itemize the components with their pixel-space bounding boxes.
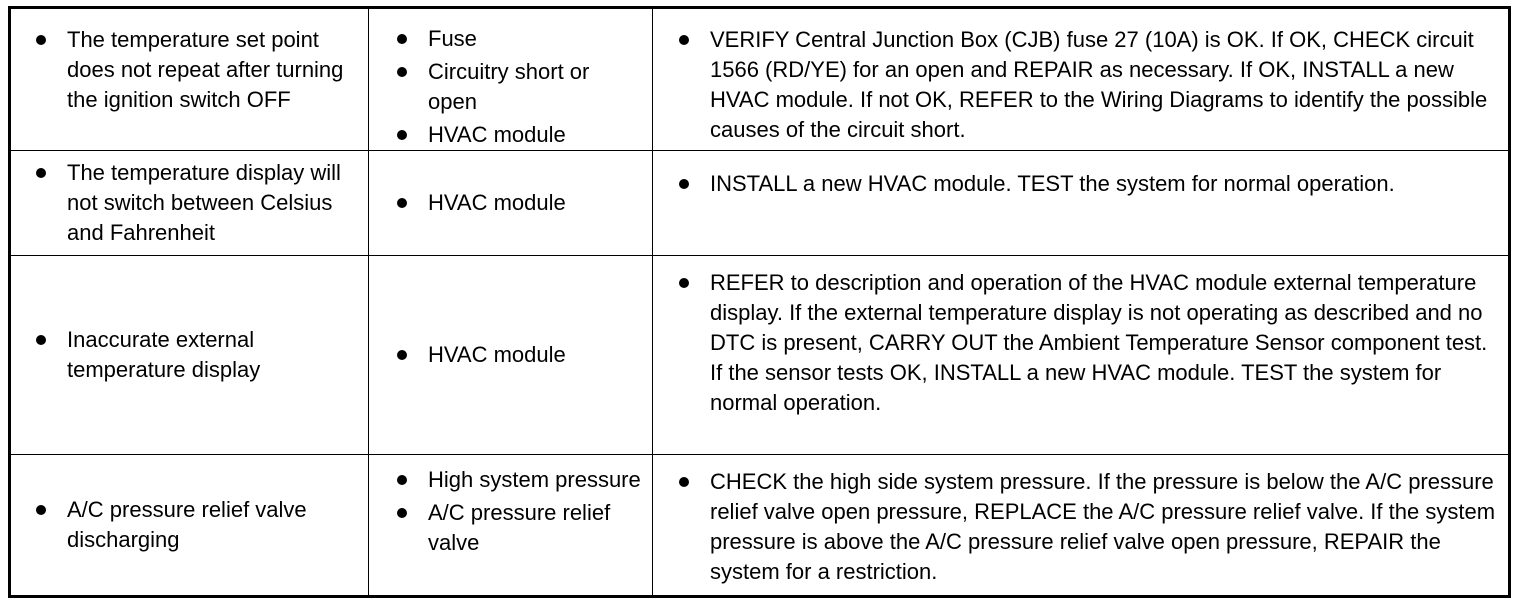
symptom-item: The temperature set point does not repeat after turning the ignition switch OFF	[11, 25, 368, 115]
action-item: VERIFY Central Junction Box (CJB) fuse 27 (10A) is OK. If OK, CHECK circuit 1566 (RD/YE) for an open and REPAIR as necessary. If OK, INSTALL a new HVAC module. If not OK, REFER to the Wiring Diagrams to identify the possible causes of the circuit short.	[653, 25, 1508, 145]
symptom-item: The temperature display will not switch between Celsius and Fahrenheit	[11, 158, 368, 248]
action-cell	[653, 256, 1510, 455]
symptom-item: Inaccurate external temperature display	[11, 325, 368, 385]
cause-item: Circuitry short or open	[369, 57, 652, 117]
cause-item: HVAC module	[369, 340, 652, 370]
symptom-cell	[10, 151, 369, 256]
cause-cell	[369, 8, 653, 151]
cause-list	[369, 24, 652, 150]
cause-cell	[369, 455, 653, 597]
cause-item: Fuse	[369, 24, 652, 54]
symptom-cell	[10, 455, 369, 597]
symptom-list	[11, 25, 368, 115]
cause-item: A/C pressure relief valve	[369, 498, 652, 558]
cause-item: High system pressure	[369, 465, 652, 495]
cause-item: HVAC module	[369, 188, 652, 218]
cause-cell	[369, 256, 653, 455]
action-item: REFER to description and operation of the HVAC module external temperature display. If the external temperature display is not operating as described and no DTC is present, CARRY OUT the Ambient Temperature Sensor component test. If the sensor tests OK, INSTALL a new HVAC module. TEST the system for normal operation.	[653, 268, 1508, 418]
action-list	[653, 268, 1508, 418]
table-row	[10, 455, 1510, 597]
cause-item: HVAC module	[369, 120, 652, 150]
action-list	[653, 467, 1508, 587]
cause-list	[369, 340, 652, 370]
cause-list	[369, 188, 652, 218]
action-item: CHECK the high side system pressure. If the pressure is below the A/C pressure relief valve open pressure, REPLACE the A/C pressure relief valve. If the system pressure is above the A/C pressure relief valve open pressure, REPAIR the system for a restriction.	[653, 467, 1508, 587]
symptom-chart-table	[8, 6, 1511, 598]
action-item: INSTALL a new HVAC module. TEST the system for normal operation.	[653, 169, 1508, 199]
action-list	[653, 169, 1508, 199]
symptom-list	[11, 325, 368, 385]
table-row	[10, 8, 1510, 151]
action-list	[653, 25, 1508, 145]
action-cell	[653, 151, 1510, 256]
symptom-list	[11, 495, 368, 555]
symptom-cell	[10, 256, 369, 455]
action-cell	[653, 455, 1510, 597]
table-row	[10, 151, 1510, 256]
symptom-item: A/C pressure relief valve discharging	[11, 495, 368, 555]
table-row	[10, 256, 1510, 455]
cause-list	[369, 465, 652, 558]
cause-cell	[369, 151, 653, 256]
symptom-cell	[10, 8, 369, 151]
action-cell	[653, 8, 1510, 151]
symptom-list	[11, 158, 368, 248]
